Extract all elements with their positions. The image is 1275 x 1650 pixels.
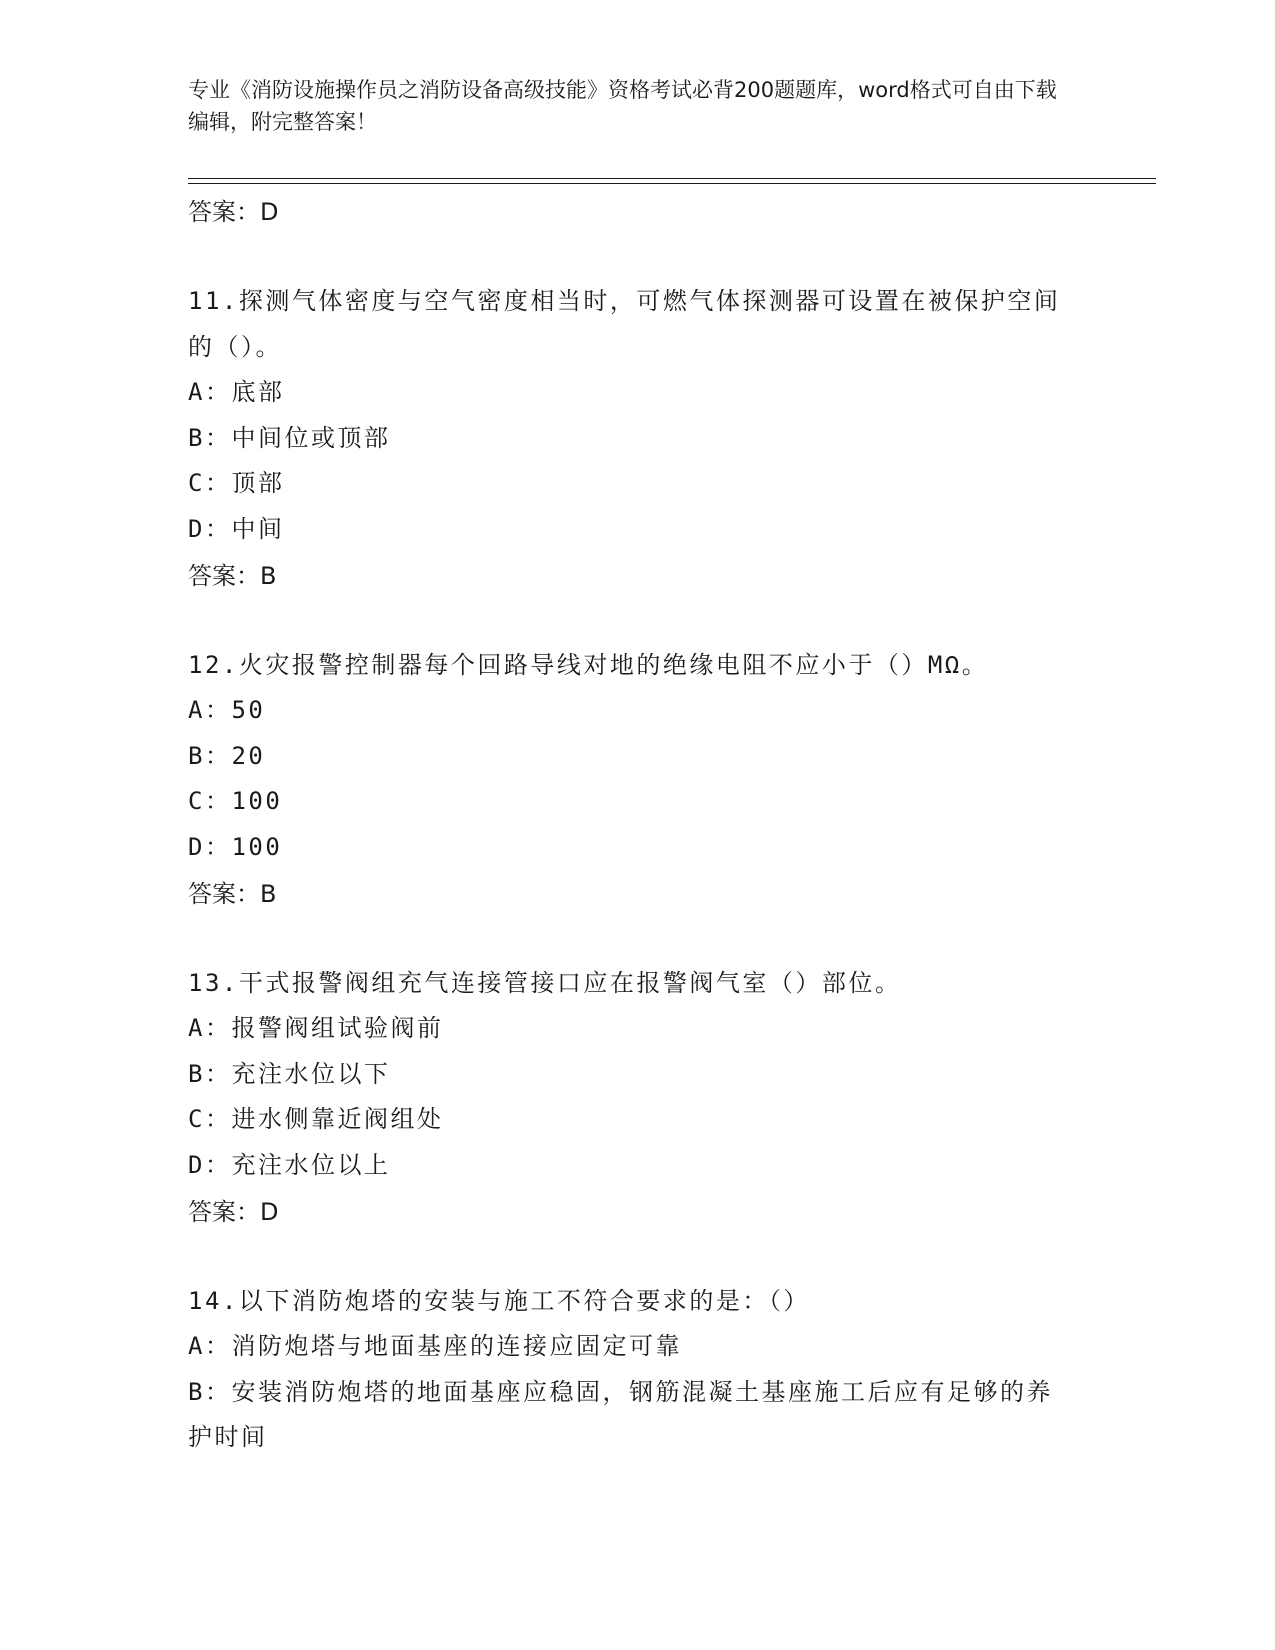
header-divider-bottom — [188, 183, 1156, 184]
option-a: A：底部 — [188, 378, 285, 407]
option-d: D：100 — [188, 832, 283, 861]
question-13 — [188, 961, 1088, 1235]
answer-line: 答案：B — [188, 879, 277, 908]
option-a: A：消防炮塔与地面基座的连接应固定可靠 — [188, 1332, 682, 1361]
option-a: A：50 — [188, 696, 266, 725]
question-stem: 13.干式报警阀组充气连接管接口应在报警阀气室（）部位。 — [188, 968, 902, 997]
question-11 — [188, 279, 1088, 599]
option-c: C：顶部 — [188, 469, 285, 498]
question-list — [188, 189, 1088, 1461]
answer-line: 答案：D — [188, 198, 279, 226]
question-stem: 14.以下消防炮塔的安装与施工不符合要求的是：（） — [188, 1286, 810, 1315]
option-c: C：100 — [188, 787, 283, 816]
option-d: D：充注水位以上 — [188, 1150, 391, 1179]
option-b: B：充注水位以下 — [188, 1059, 391, 1088]
header-divider-top — [188, 178, 1156, 179]
option-b: B：安装消防炮塔的地面基座应稳固，钢筋混凝土基座施工后应有足够的养护时间 — [188, 1377, 1053, 1452]
option-c: C：进水侧靠近阀组处 — [188, 1105, 444, 1134]
option-b: B：20 — [188, 741, 266, 770]
answer-line: 答案：B — [188, 561, 277, 590]
answer-line: 答案：D — [188, 1197, 279, 1226]
option-d: D：中间 — [188, 514, 285, 543]
option-b: B：中间位或顶部 — [188, 423, 391, 452]
option-a: A：报警阀组试验阀前 — [188, 1014, 444, 1043]
question-stem: 11.探测气体密度与空气密度相当时，可燃气体探测器可设置在被保护空间的（）。 — [188, 287, 1061, 361]
question-12 — [188, 643, 1088, 917]
document-header: 专业《消防设施操作员之消防设备高级技能》资格考试必背200题题库，word格式可自由下载编辑，附完整答案！ — [188, 78, 1057, 134]
question-14 — [188, 1279, 1088, 1461]
question-stem: 12.火灾报警控制器每个回路导线对地的绝缘电阻不应小于（）MΩ。 — [188, 650, 989, 679]
